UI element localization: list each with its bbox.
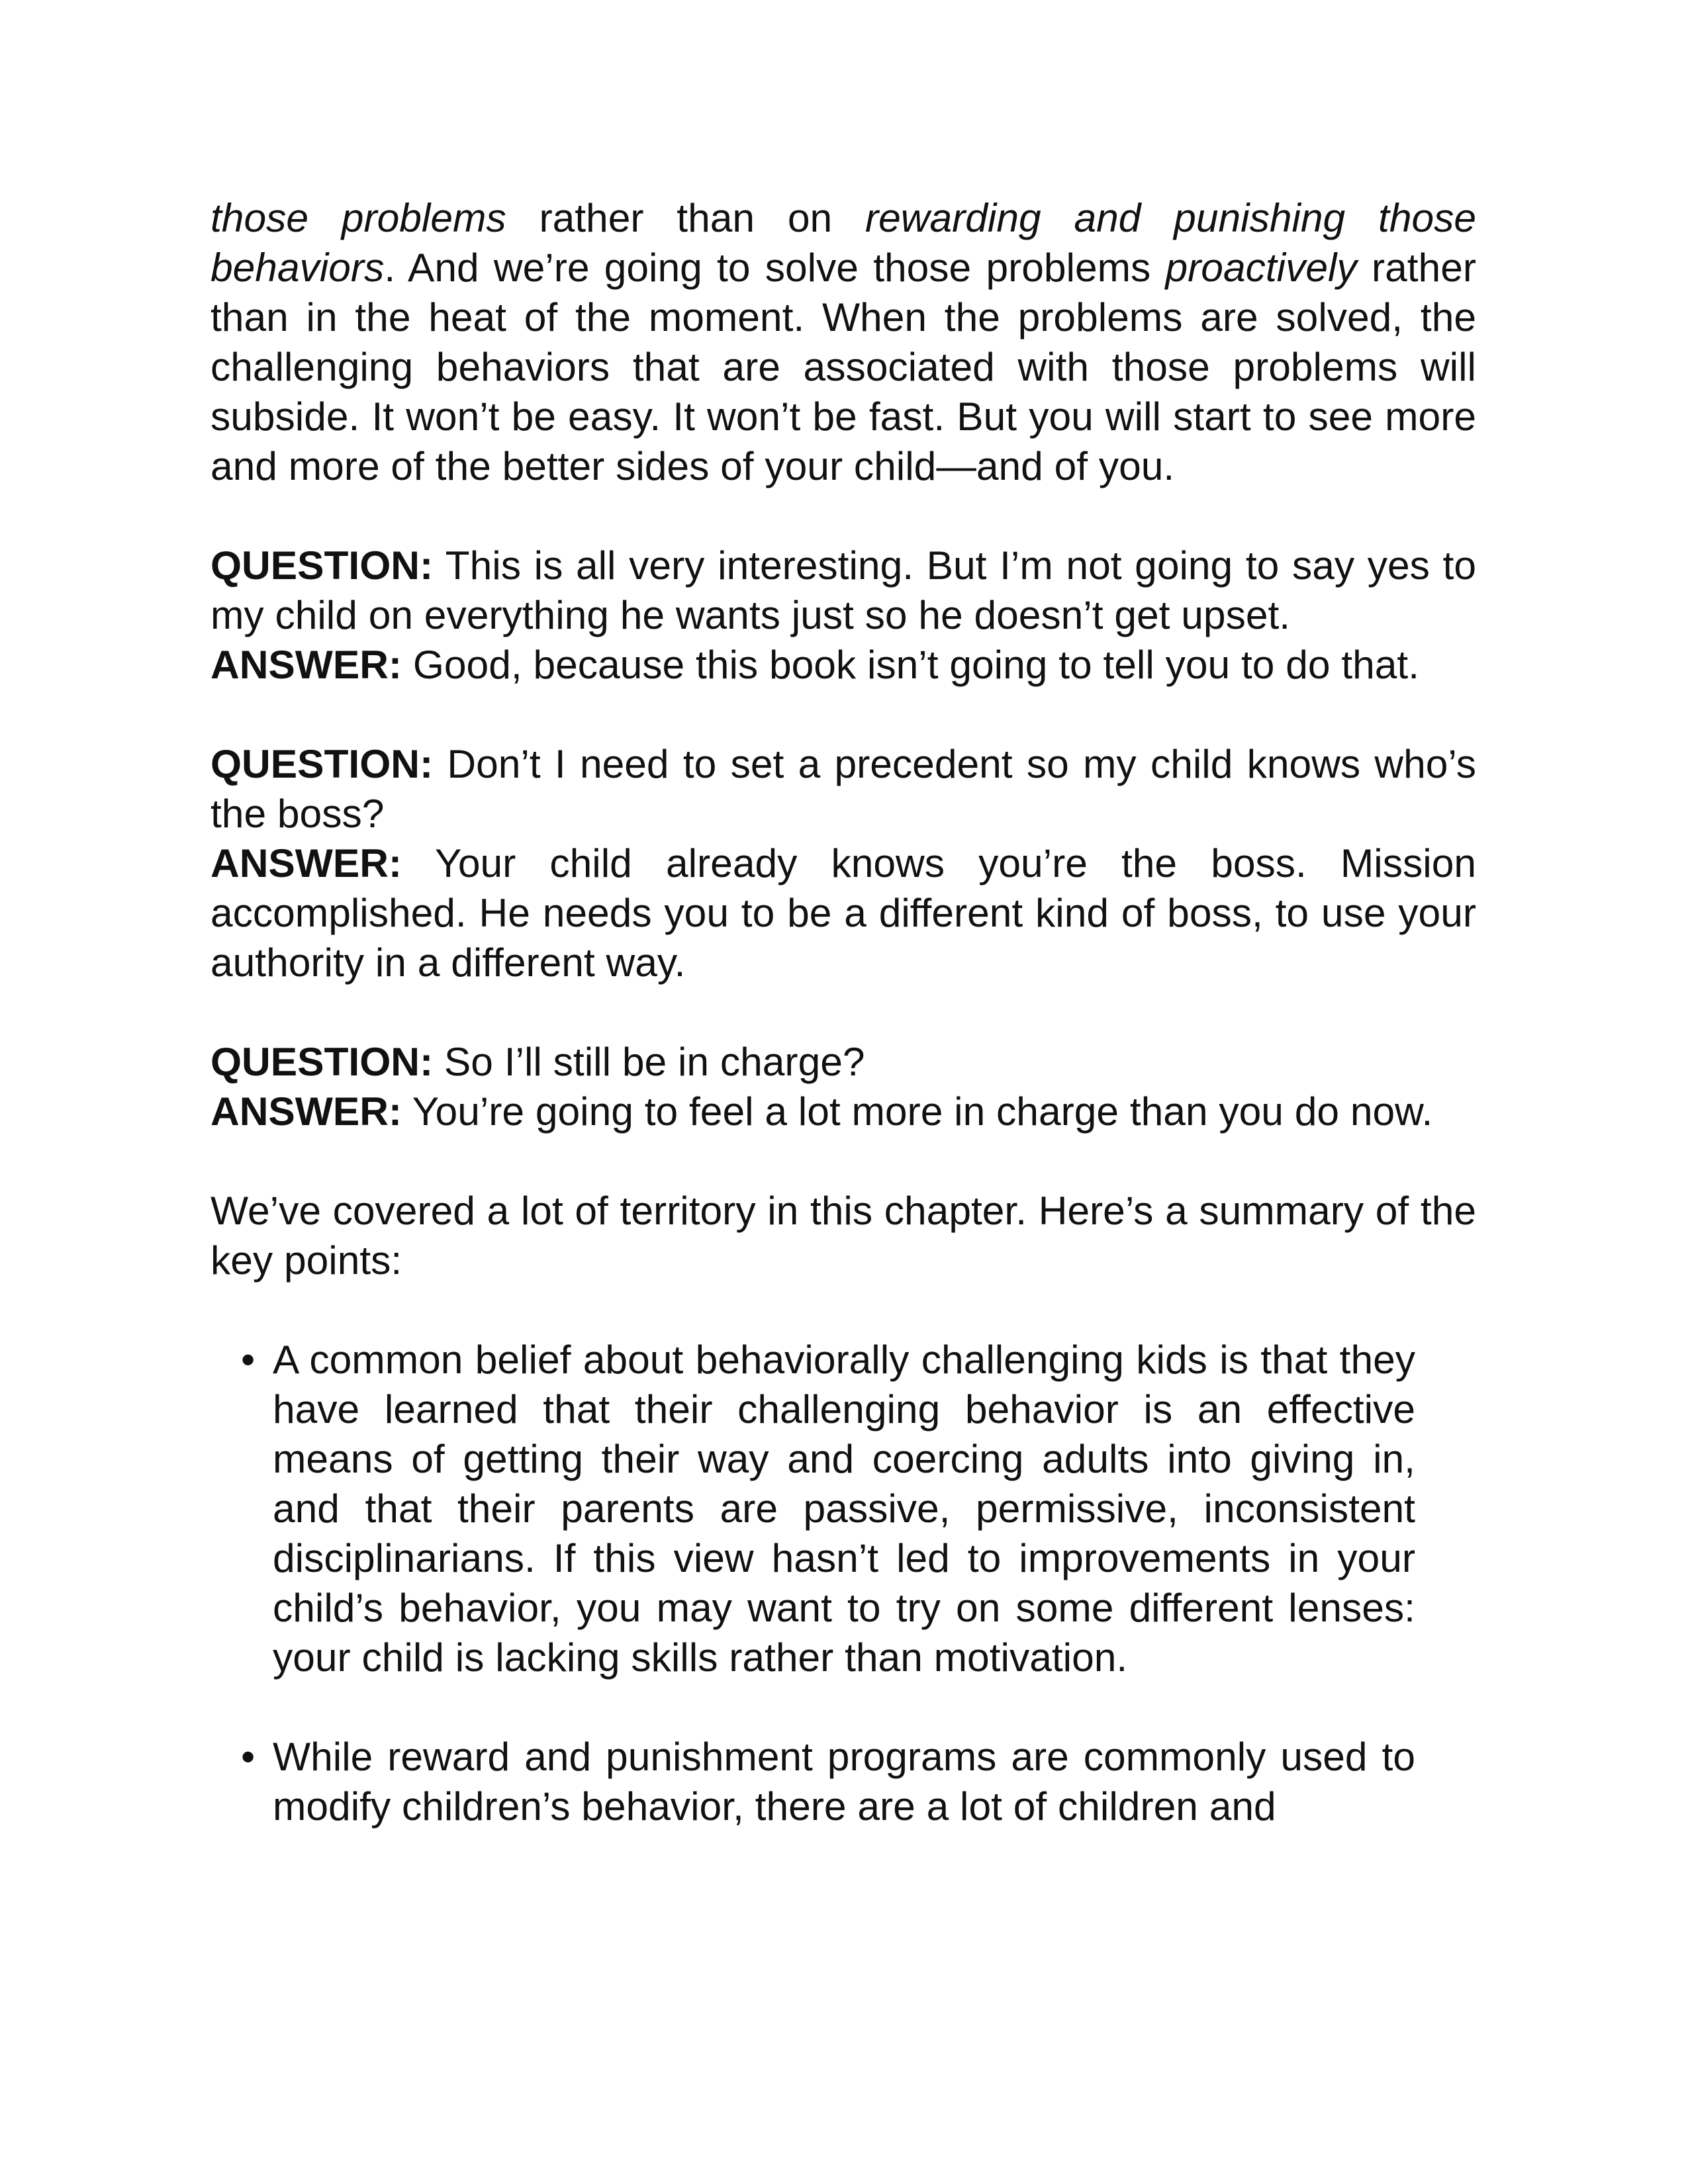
emphasis-text: those problems — [211, 195, 506, 240]
body-text: rather than on — [506, 195, 865, 240]
paragraph-spacer — [211, 987, 1476, 1037]
list-item-text: While reward and punishment programs are commonly used to modify children’s behavior, there are a lot of children and — [273, 1734, 1415, 1829]
question-label: QUESTION: — [211, 741, 434, 786]
qa-block — [211, 1037, 1476, 1136]
question-text: So I’ll still be in charge? — [433, 1039, 865, 1084]
body-text: rather than in the heat of the moment. When the problems are solved, the challenging behaviors that are associated with those problems will subside. It won’t be easy. It won’t be fast. But you will start to see more and more of the better sides of your child—and of you. — [211, 245, 1476, 488]
paragraph-spacer — [211, 1285, 1476, 1335]
paragraph-spacer — [211, 1136, 1476, 1186]
question-paragraph — [211, 1037, 1476, 1087]
question-label: QUESTION: — [211, 543, 434, 588]
answer-text: You’re going to feel a lot more in charge than you do now. — [402, 1089, 1433, 1134]
question-paragraph — [211, 739, 1476, 839]
emphasis-text: rewarding and punishing those behaviors — [211, 195, 1477, 290]
summary-intro: We’ve covered a lot of territory in this chapter. Here’s a summary of the key points: — [211, 1188, 1476, 1283]
answer-label: ANSWER: — [211, 642, 402, 687]
answer-paragraph — [211, 640, 1476, 690]
list-item-text: A common belief about behaviorally challenging kids is that they have learned that their challenging behavior is an effective means of getting their way and coercing adults into giving in, and that their parents are passive, permissive, inconsistent disciplinarians. If this view hasn’t led to improvements in your child’s behavior, you may want to try on some different lenses: your child is lacking skills rather than motivation. — [273, 1337, 1415, 1680]
bullet-icon: • — [241, 1337, 256, 1382]
emphasis-text: proactively — [1165, 245, 1357, 290]
body-text: . And we’re going to solve those problems — [384, 245, 1166, 290]
question-text: Don’t I need to set a precedent so my child knows who’s the boss? — [211, 741, 1476, 836]
question-text: This is all very interesting. But I’m not going to say yes to my child on everything he wants just so he doesn’t get upset. — [211, 543, 1476, 637]
answer-paragraph — [211, 839, 1476, 987]
list-item — [211, 1335, 1476, 1682]
question-paragraph — [211, 541, 1476, 640]
page-content — [211, 193, 1476, 1831]
paragraph-spacer — [211, 690, 1476, 739]
question-label: QUESTION: — [211, 1039, 434, 1084]
answer-text: Your child already knows you’re the boss. Mission accomplished. He needs you to be a different kind of boss, to use your authority in a different way. — [211, 841, 1476, 985]
answer-label: ANSWER: — [211, 841, 402, 886]
body-paragraph — [211, 193, 1476, 491]
qa-block — [211, 739, 1476, 987]
answer-label: ANSWER: — [211, 1089, 402, 1134]
summary-list — [211, 1335, 1476, 1831]
answer-paragraph — [211, 1087, 1476, 1136]
paragraph-spacer — [211, 491, 1476, 541]
qa-block — [211, 541, 1476, 690]
answer-text: Good, because this book isn’t going to tell you to do that. — [402, 642, 1420, 687]
list-item — [211, 1732, 1476, 1831]
bullet-icon: • — [241, 1734, 256, 1779]
